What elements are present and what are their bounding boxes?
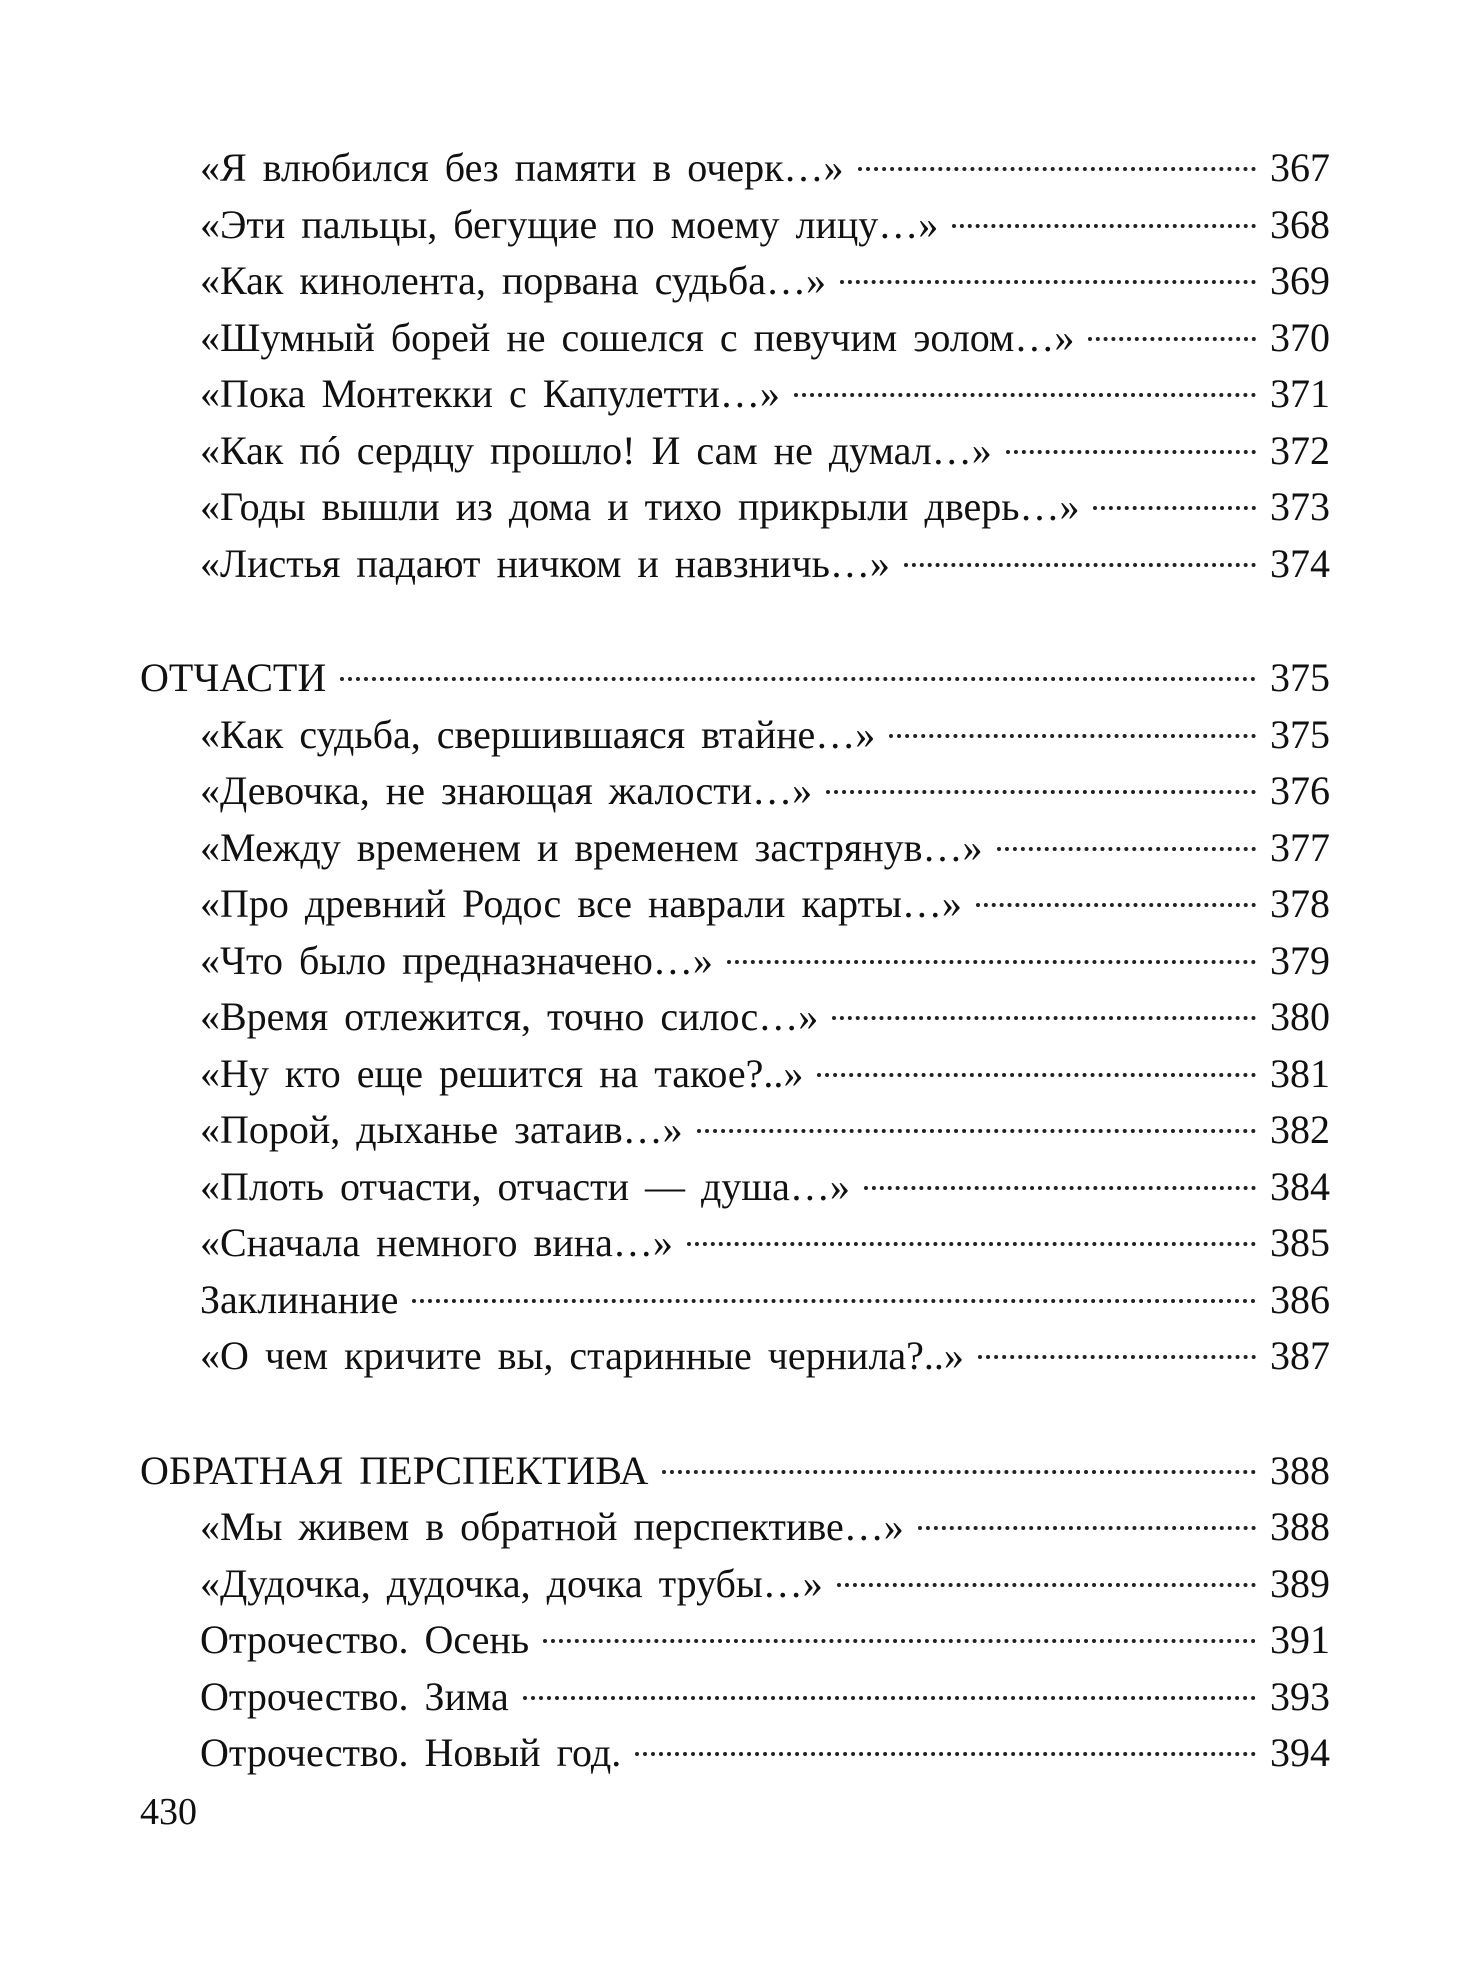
toc-entry (140, 479, 1330, 536)
toc-entry-page: 388 (1270, 1504, 1330, 1549)
toc-entry (140, 1725, 1330, 1782)
dot-leader (817, 1073, 1256, 1077)
toc-section-title: ОБРАТНАЯ ПЕРСПЕКТИВА (140, 1447, 649, 1493)
toc-entry-title: «Пока Монтекки с Капулетти…» (200, 371, 780, 416)
toc-entry-title: «Время отлежится, точно силос…» (200, 994, 819, 1039)
toc-entry (140, 366, 1330, 423)
toc-entry-page: 381 (1270, 1050, 1330, 1096)
toc-entry-title: «Мы живем в обратной перспективе…» (200, 1504, 904, 1549)
dot-leader (635, 1752, 1256, 1756)
dot-leader (978, 1355, 1256, 1359)
dot-leader (727, 960, 1256, 964)
toc-entry-title: «Что было предназначено…» (200, 937, 713, 983)
toc-entry (140, 140, 1330, 197)
dot-leader (952, 224, 1256, 228)
toc-entry-page: 371 (1270, 371, 1330, 416)
toc-section-otchasti (140, 650, 1330, 1385)
toc-entry-title: «Девочка, не знающая жалости…» (200, 768, 813, 813)
dot-leader (412, 1299, 1256, 1303)
toc-section-page: 375 (1270, 655, 1330, 700)
toc-entry-title: «Плоть отчасти, отчасти — душа…» (200, 1163, 850, 1209)
toc-entry (140, 1669, 1330, 1726)
dot-leader (543, 1639, 1256, 1643)
toc-entry (140, 1046, 1330, 1103)
toc-entry (140, 1215, 1330, 1272)
toc-entry (140, 1328, 1330, 1385)
toc-entry-page: 385 (1270, 1220, 1330, 1265)
toc-entry-page: 367 (1270, 145, 1330, 190)
toc-entry-title: «Ну кто еще решится на такое?..» (200, 1050, 804, 1096)
toc-entry (140, 253, 1330, 310)
dot-leader (889, 734, 1256, 738)
toc-entry-page: 370 (1270, 314, 1330, 360)
toc-entry-title: «Сначала немного вина…» (200, 1220, 673, 1265)
dot-leader (1088, 337, 1256, 341)
dot-leader (837, 1583, 1256, 1587)
toc-entry-title: «О чем кричите вы, старинные чернила?..» (200, 1333, 964, 1378)
toc-entry-title: «Дудочка, дудочка, дочка трубы…» (200, 1560, 823, 1606)
table-of-contents (140, 140, 1330, 1782)
toc-entry-title: «Про древний Родос все наврали карты…» (200, 881, 962, 926)
toc-section-heading (140, 1443, 1330, 1500)
dot-leader (840, 280, 1256, 284)
toc-entry (140, 197, 1330, 254)
toc-entry (140, 536, 1330, 593)
dot-leader (904, 563, 1256, 567)
toc-entry (140, 1499, 1330, 1556)
dot-leader (697, 1129, 1256, 1133)
toc-entry-title: Отрочество. Зима (200, 1673, 509, 1719)
toc-entry-title: «Как пó сердцу прошло! И сам не думал…» (200, 427, 992, 473)
toc-entry-page: 393 (1270, 1673, 1330, 1719)
toc-section-page: 388 (1270, 1447, 1330, 1493)
dot-leader (662, 1470, 1256, 1474)
toc-entry-page: 387 (1270, 1333, 1330, 1378)
dot-leader (1093, 506, 1256, 510)
toc-entry-page: 394 (1270, 1730, 1330, 1775)
toc-entry-title: «Между временем и временем застрянув…» (200, 824, 983, 870)
toc-entry (140, 310, 1330, 367)
toc-section-obratnaya-perspektiva (140, 1443, 1330, 1782)
toc-entry (140, 423, 1330, 480)
dot-leader (523, 1696, 1256, 1700)
dot-leader (997, 847, 1256, 851)
toc-entry-page: 368 (1270, 201, 1330, 247)
toc-entry-page: 389 (1270, 1560, 1330, 1606)
page-number: 430 (140, 1791, 197, 1833)
toc-entry-title: «Эти пальцы, бегущие по моему лицу…» (200, 201, 939, 247)
toc-entry-page: 382 (1270, 1107, 1330, 1152)
toc-entry (140, 1556, 1330, 1613)
toc-entry-page: 391 (1270, 1617, 1330, 1662)
dot-leader (340, 677, 1256, 681)
toc-entry-title: «Как кинолента, порвана судьба…» (200, 258, 826, 303)
toc-entry-title: «Я влюбился без памяти в очерк…» (200, 145, 844, 190)
toc-entry (140, 1612, 1330, 1669)
toc-entry-title: Заклинание (200, 1276, 399, 1322)
toc-entry-page: 373 (1270, 484, 1330, 529)
dot-leader (687, 1242, 1256, 1246)
dot-leader (918, 1526, 1256, 1530)
toc-section-heading (140, 650, 1330, 707)
dot-leader (858, 167, 1256, 171)
toc-entry (140, 1159, 1330, 1216)
toc-entry-page: 376 (1270, 768, 1330, 813)
dot-leader (864, 1186, 1256, 1190)
toc-entry (140, 876, 1330, 933)
toc-entry (140, 933, 1330, 990)
toc-entry-title: «Листья падают ничком и навзничь…» (200, 540, 890, 586)
dot-leader (832, 1016, 1256, 1020)
toc-entry-page: 384 (1270, 1163, 1330, 1209)
toc-entry-page: 378 (1270, 881, 1330, 926)
dot-leader (976, 903, 1256, 907)
toc-entry-page: 369 (1270, 258, 1330, 303)
toc-entry (140, 1272, 1330, 1329)
toc-entry-title: Отрочество. Новый год. (200, 1730, 622, 1775)
toc-entry-page: 379 (1270, 937, 1330, 983)
toc-entry (140, 989, 1330, 1046)
toc-entry-title: «Порой, дыханье затаив…» (200, 1107, 683, 1152)
toc-entry (140, 763, 1330, 820)
toc-entry-page: 375 (1270, 711, 1330, 757)
dot-leader (794, 393, 1256, 397)
toc-section-title: ОТЧАСТИ (140, 655, 327, 700)
dot-leader (1006, 450, 1256, 454)
toc-entry-title: Отрочество. Осень (200, 1617, 530, 1662)
toc-entry-page: 377 (1270, 824, 1330, 870)
toc-entry-page: 380 (1270, 994, 1330, 1039)
toc-entry-page: 374 (1270, 540, 1330, 586)
toc-entry-page: 372 (1270, 427, 1330, 473)
toc-group-continued (140, 140, 1330, 592)
toc-entry-title: «Годы вышли из дома и тихо прикрыли дверь…» (200, 484, 1080, 529)
toc-entry (140, 1102, 1330, 1159)
toc-entry (140, 707, 1330, 764)
toc-entry (140, 820, 1330, 877)
toc-entry-page: 386 (1270, 1276, 1330, 1322)
toc-entry-title: «Шумный борей не сошелся с певучим эолом…» (200, 314, 1075, 360)
dot-leader (826, 790, 1256, 794)
toc-entry-title: «Как судьба, свершившаяся втайне…» (200, 711, 876, 757)
